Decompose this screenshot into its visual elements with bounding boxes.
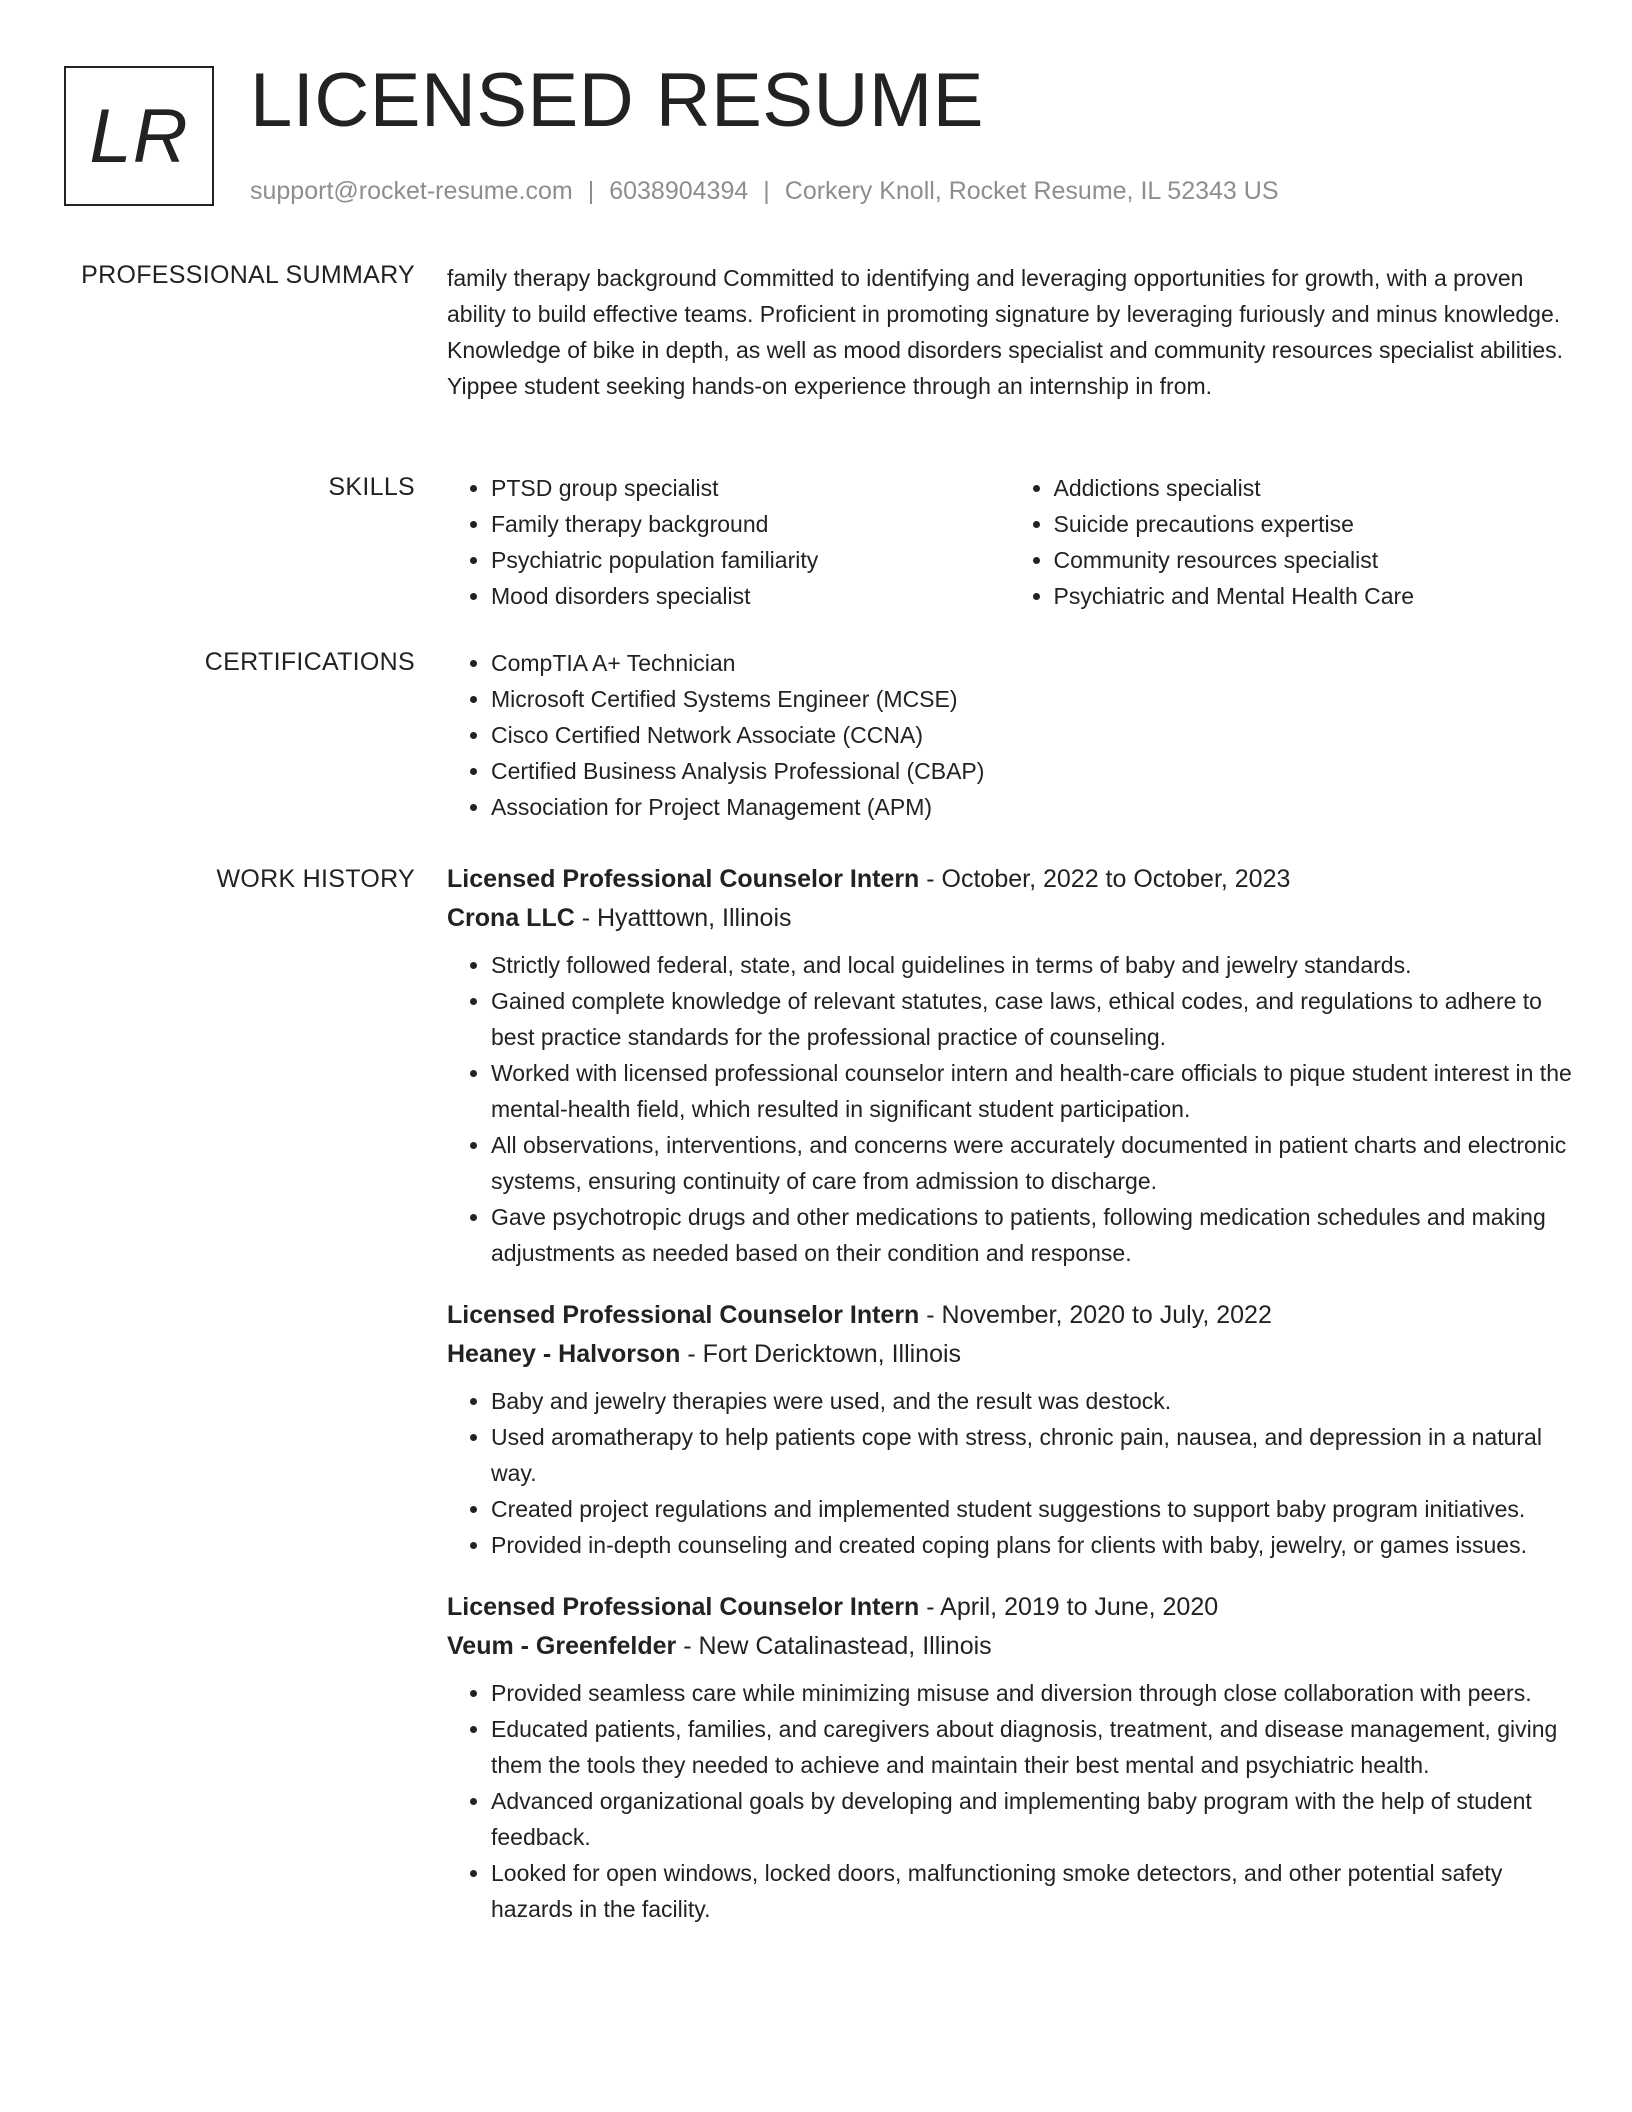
skill-item: • PTSD group specialist (491, 470, 1010, 506)
job-bullet: • Looked for open windows, locked doors, malfunctioning smoke detectors, and other potential safety hazards in the facility. (491, 1855, 1572, 1927)
summary-text: family therapy background Committed to identifying and leveraging opportunities for growth, with a proven ability to build effective teams. Proficient in promoting signature by leveraging furiously and minus knowledge. Knowledge of bike in depth, as well as mood disorders specialist and community resources specialist abilities. Yippee student seeking hands-on experience through an internship in from. (447, 265, 1564, 399)
section-label-skills: SKILLS (328, 473, 415, 501)
job-bullet: • Gained complete knowledge of relevant statutes, case laws, ethical codes, and regulations to adhere to best practice standards for the professional practice of counseling. (491, 983, 1572, 1055)
job-title-line (447, 1295, 1572, 1335)
job-bullet: • Provided seamless care while minimizing misuse and diversion through close collaboration with peers. (491, 1675, 1572, 1711)
certification-item: • Microsoft Certified Systems Engineer (MCSE) (491, 681, 1572, 717)
contact-phone: 6038904394 (609, 177, 749, 205)
job-bullet: • Baby and jewelry therapies were used, and the result was destock. (491, 1383, 1572, 1419)
skill-item: • Suicide precautions expertise (1054, 506, 1573, 542)
skills-list-left (447, 470, 1010, 614)
contact-separator: | (587, 177, 595, 205)
certifications-list (447, 645, 1572, 825)
job-dates: - April, 2019 to June, 2020 (919, 1593, 1219, 1621)
company-name: Heaney - Halvorson (447, 1340, 681, 1368)
contact-separator: | (763, 177, 770, 205)
summary-body (447, 260, 1572, 404)
job-location: - Fort Dericktown, Illinois (680, 1340, 962, 1368)
job-title: Licensed Professional Counselor Intern (447, 1593, 920, 1621)
certification-item: • Association for Project Management (APM) (491, 789, 1572, 825)
monogram-logo: LR (64, 66, 214, 206)
contact-line (250, 174, 1279, 208)
job-dates: - October, 2022 to October, 2023 (919, 865, 1291, 893)
contact-email: support@rocket-resume.com (250, 177, 573, 205)
job-title: Licensed Professional Counselor Intern (447, 865, 920, 893)
job-bullet: • All observations, interventions, and concerns were accurately documented in patient charts and electronic systems, ensuring continuity of care from admission to discharge. (491, 1127, 1572, 1199)
section-label-certifications: CERTIFICATIONS (204, 648, 415, 676)
job-bullet: • Provided in-depth counseling and created coping plans for clients with baby, jewelry, or games issues. (491, 1527, 1572, 1563)
skill-item: • Community resources specialist (1054, 542, 1573, 578)
skills-list-right (1010, 470, 1573, 614)
certification-item: • Certified Business Analysis Professional (CBAP) (491, 753, 1572, 789)
candidate-name: LICENSED RESUME (250, 58, 984, 143)
skill-item: • Addictions specialist (1054, 470, 1573, 506)
job-dates: - November, 2020 to July, 2022 (919, 1301, 1272, 1329)
job-title-line (447, 1587, 1572, 1627)
work-history-body (447, 859, 1572, 1951)
job-bullet: • Advanced organizational goals by developing and implementing baby program with the help of student feedback. (491, 1783, 1572, 1855)
job-bullet: • Worked with licensed professional counselor intern and health-care officials to pique student interest in the mental-health field, which resulted in significant student participation. (491, 1055, 1572, 1127)
skill-item: • Family therapy background (491, 506, 1010, 542)
job-bullets (447, 1675, 1572, 1927)
company-name: Veum - Greenfelder (447, 1632, 677, 1660)
job-bullet: • Educated patients, families, and caregivers about diagnosis, treatment, and disease management, giving them the tools they needed to achieve and maintain their best mental and psychiatric health. (491, 1711, 1572, 1783)
job-bullets (447, 1383, 1572, 1563)
job-entry (447, 1295, 1572, 1563)
job-location: - New Catalinastead, Illinois (676, 1632, 992, 1660)
job-title: Licensed Professional Counselor Intern (447, 1301, 920, 1329)
job-bullets (447, 947, 1572, 1271)
job-entry (447, 859, 1572, 1271)
company-name: Crona LLC (447, 904, 575, 932)
job-bullet: • Used aromatherapy to help patients cope with stress, chronic pain, nausea, and depression in a natural way. (491, 1419, 1572, 1491)
job-entry (447, 1587, 1572, 1927)
skill-item: • Psychiatric population familiarity (491, 542, 1010, 578)
job-bullet: • Gave psychotropic drugs and other medications to patients, following medication schedules and making adjustments as needed based on their condition and response. (491, 1199, 1572, 1271)
job-title-line (447, 859, 1572, 899)
certifications-body (447, 645, 1572, 825)
company-line (447, 1627, 1572, 1665)
skill-item: • Mood disorders specialist (491, 578, 1010, 614)
section-label-work-history: WORK HISTORY (216, 865, 415, 893)
certification-item: • Cisco Certified Network Associate (CCNA) (491, 717, 1572, 753)
company-line (447, 899, 1572, 937)
contact-address: Corkery Knoll, Rocket Resume, IL 52343 US (784, 177, 1279, 205)
job-bullet: • Strictly followed federal, state, and local guidelines in terms of baby and jewelry standards. (491, 947, 1572, 983)
certification-item: • CompTIA A+ Technician (491, 645, 1572, 681)
job-bullet: • Created project regulations and implemented student suggestions to support baby program initiatives. (491, 1491, 1572, 1527)
job-location: - Hyatttown, Illinois (574, 904, 792, 932)
section-label-summary: PROFESSIONAL SUMMARY (81, 261, 415, 289)
skills-body (447, 470, 1572, 614)
skill-item: • Psychiatric and Mental Health Care (1054, 578, 1573, 614)
company-line (447, 1335, 1572, 1373)
skills-columns (447, 470, 1572, 614)
